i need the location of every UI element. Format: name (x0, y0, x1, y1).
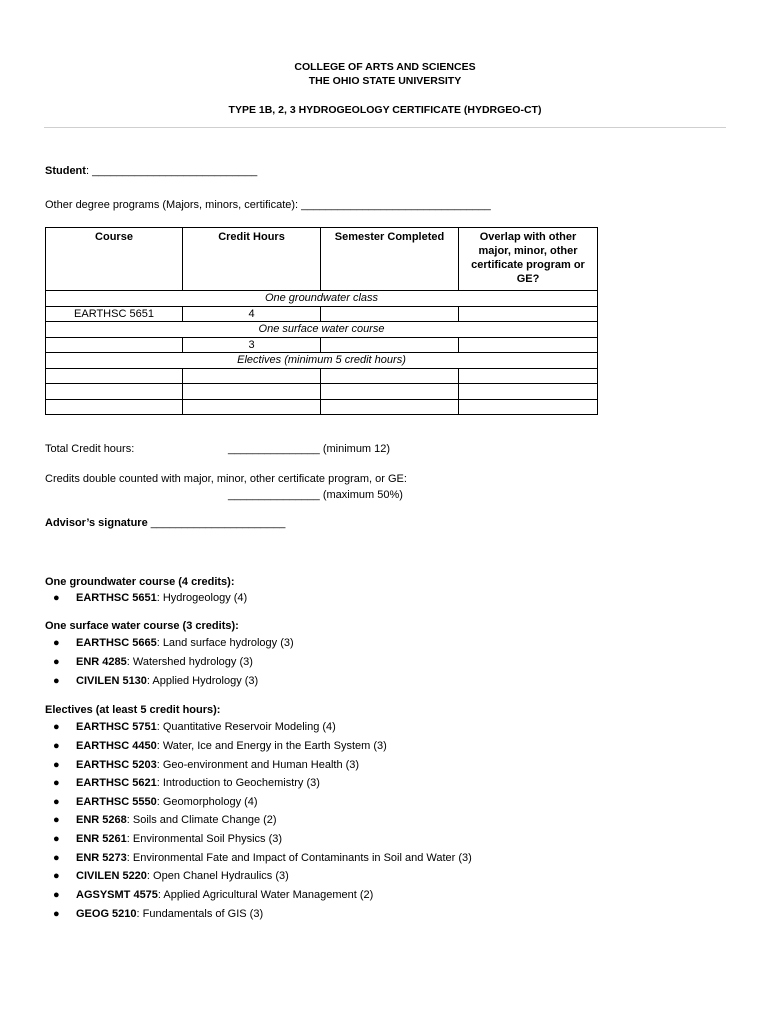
header-divider (44, 127, 726, 128)
list-item: ● EARTHSC 5550: Geomorphology (4) (53, 796, 258, 808)
other-programs-field[interactable]: Other degree programs (Majors, minors, certificate): _______________________________ (45, 199, 491, 211)
cell-course[interactable] (46, 337, 183, 353)
advisor-signature-field[interactable] (45, 517, 285, 529)
bullet-icon: ● (53, 656, 60, 668)
bullet-icon: ● (53, 814, 60, 826)
college-name: COLLEGE OF ARTS AND SCIENCES (294, 61, 476, 73)
list-item: ● GEOG 5210: Fundamentals of GIS (3) (53, 908, 264, 920)
list-item: ● CIVILEN 5130: Applied Hydrology (3) (53, 675, 259, 687)
list-item: ● CIVILEN 5220: Open Chanel Hydraulics (3) (53, 870, 289, 882)
list-item: ● ENR 5261: Environmental Soil Physics (3) (53, 833, 283, 845)
cell-course[interactable]: EARTHSC 5651 (46, 306, 183, 322)
cell-course[interactable] (46, 384, 183, 400)
cell-semester[interactable] (321, 399, 459, 415)
cell-course[interactable] (46, 399, 183, 415)
header-course: Course (46, 228, 183, 291)
cell-overlap[interactable] (459, 306, 598, 322)
list-item: ● ENR 5273: Environmental Fate and Impact of Contaminants in Soil and Water (3) (53, 852, 472, 864)
groundwater-heading: One groundwater course (4 credits): (45, 576, 235, 588)
table-row (46, 306, 598, 322)
list-item: ● EARTHSC 4450: Water, Ice and Energy in the Earth System (3) (53, 740, 387, 752)
header-semester: Semester Completed (321, 228, 459, 291)
list-item: ● EARTHSC 5621: Introduction to Geochemistry (3) (53, 777, 320, 789)
list-item: ● ENR 4285: Watershed hydrology (3) (53, 656, 253, 668)
list-item: ● EARTHSC 5651: Hydrogeology (4) (53, 592, 248, 604)
list-item: ● EARTHSC 5203: Geo-environment and Human Health (3) (53, 759, 360, 771)
bullet-icon: ● (53, 908, 60, 920)
header-overlap: Overlap with other major, minor, other certificate program or GE? (459, 228, 598, 291)
bullet-icon: ● (53, 870, 60, 882)
table-row (46, 399, 598, 415)
cell-overlap[interactable] (459, 368, 598, 384)
table-header-row (46, 228, 598, 291)
double-counted-blank[interactable]: _______________ (maximum 50%) (228, 489, 403, 501)
bullet-icon: ● (53, 796, 60, 808)
cell-course[interactable] (46, 368, 183, 384)
cell-semester[interactable] (321, 306, 459, 322)
cell-semester[interactable] (321, 368, 459, 384)
section-surface-water: One surface water course (46, 322, 598, 338)
cell-hours[interactable] (183, 384, 321, 400)
bullet-icon: ● (53, 777, 60, 789)
certificate-title: TYPE 1B, 2, 3 HYDROGEOLOGY CERTIFICATE (HYDRGEO-CT) (228, 104, 542, 116)
bullet-icon: ● (53, 852, 60, 864)
electives-heading: Electives (at least 5 credit hours): (45, 704, 221, 716)
university-name: THE OHIO STATE UNIVERSITY (308, 75, 462, 87)
bullet-icon: ● (53, 675, 60, 687)
student-field[interactable] (45, 165, 257, 177)
cell-hours[interactable]: 4 (183, 306, 321, 322)
course-table (45, 227, 598, 415)
bullet-icon: ● (53, 637, 60, 649)
double-counted-label: Credits double counted with major, minor, other certificate program, or GE: (45, 473, 407, 485)
bullet-icon: ● (53, 740, 60, 752)
bullet-icon: ● (53, 759, 60, 771)
advisor-blank: ______________________ (147, 517, 286, 529)
bullet-icon: ● (53, 889, 60, 901)
bullet-icon: ● (53, 721, 60, 733)
list-item: ● EARTHSC 5665: Land surface hydrology (3) (53, 637, 294, 649)
section-groundwater: One groundwater class (46, 291, 598, 307)
cell-overlap[interactable] (459, 399, 598, 415)
student-blank: : ___________________________ (85, 165, 258, 177)
student-label: Student (45, 165, 86, 177)
bullet-icon: ● (53, 592, 60, 604)
cell-semester[interactable] (321, 384, 459, 400)
cell-semester[interactable] (321, 337, 459, 353)
surface-water-heading: One surface water course (3 credits): (45, 620, 239, 632)
total-credit-blank[interactable]: _______________ (minimum 12) (228, 443, 391, 455)
list-item: ● ENR 5268: Soils and Climate Change (2) (53, 814, 277, 826)
list-item: ● AGSYSMT 4575: Applied Agricultural Water Management (2) (53, 889, 374, 901)
list-item: ● EARTHSC 5751: Quantitative Reservoir Modeling (4) (53, 721, 336, 733)
header-credit-hours: Credit Hours (183, 228, 321, 291)
table-row (46, 384, 598, 400)
cell-overlap[interactable] (459, 337, 598, 353)
table-row (46, 368, 598, 384)
bullet-icon: ● (53, 833, 60, 845)
cell-hours[interactable] (183, 399, 321, 415)
cell-hours[interactable] (183, 368, 321, 384)
section-electives: Electives (minimum 5 credit hours) (46, 353, 598, 369)
total-credit-label: Total Credit hours: (45, 443, 135, 455)
table-row (46, 337, 598, 353)
advisor-label: Advisor’s signature (45, 517, 148, 529)
cell-overlap[interactable] (459, 384, 598, 400)
cell-hours[interactable]: 3 (183, 337, 321, 353)
